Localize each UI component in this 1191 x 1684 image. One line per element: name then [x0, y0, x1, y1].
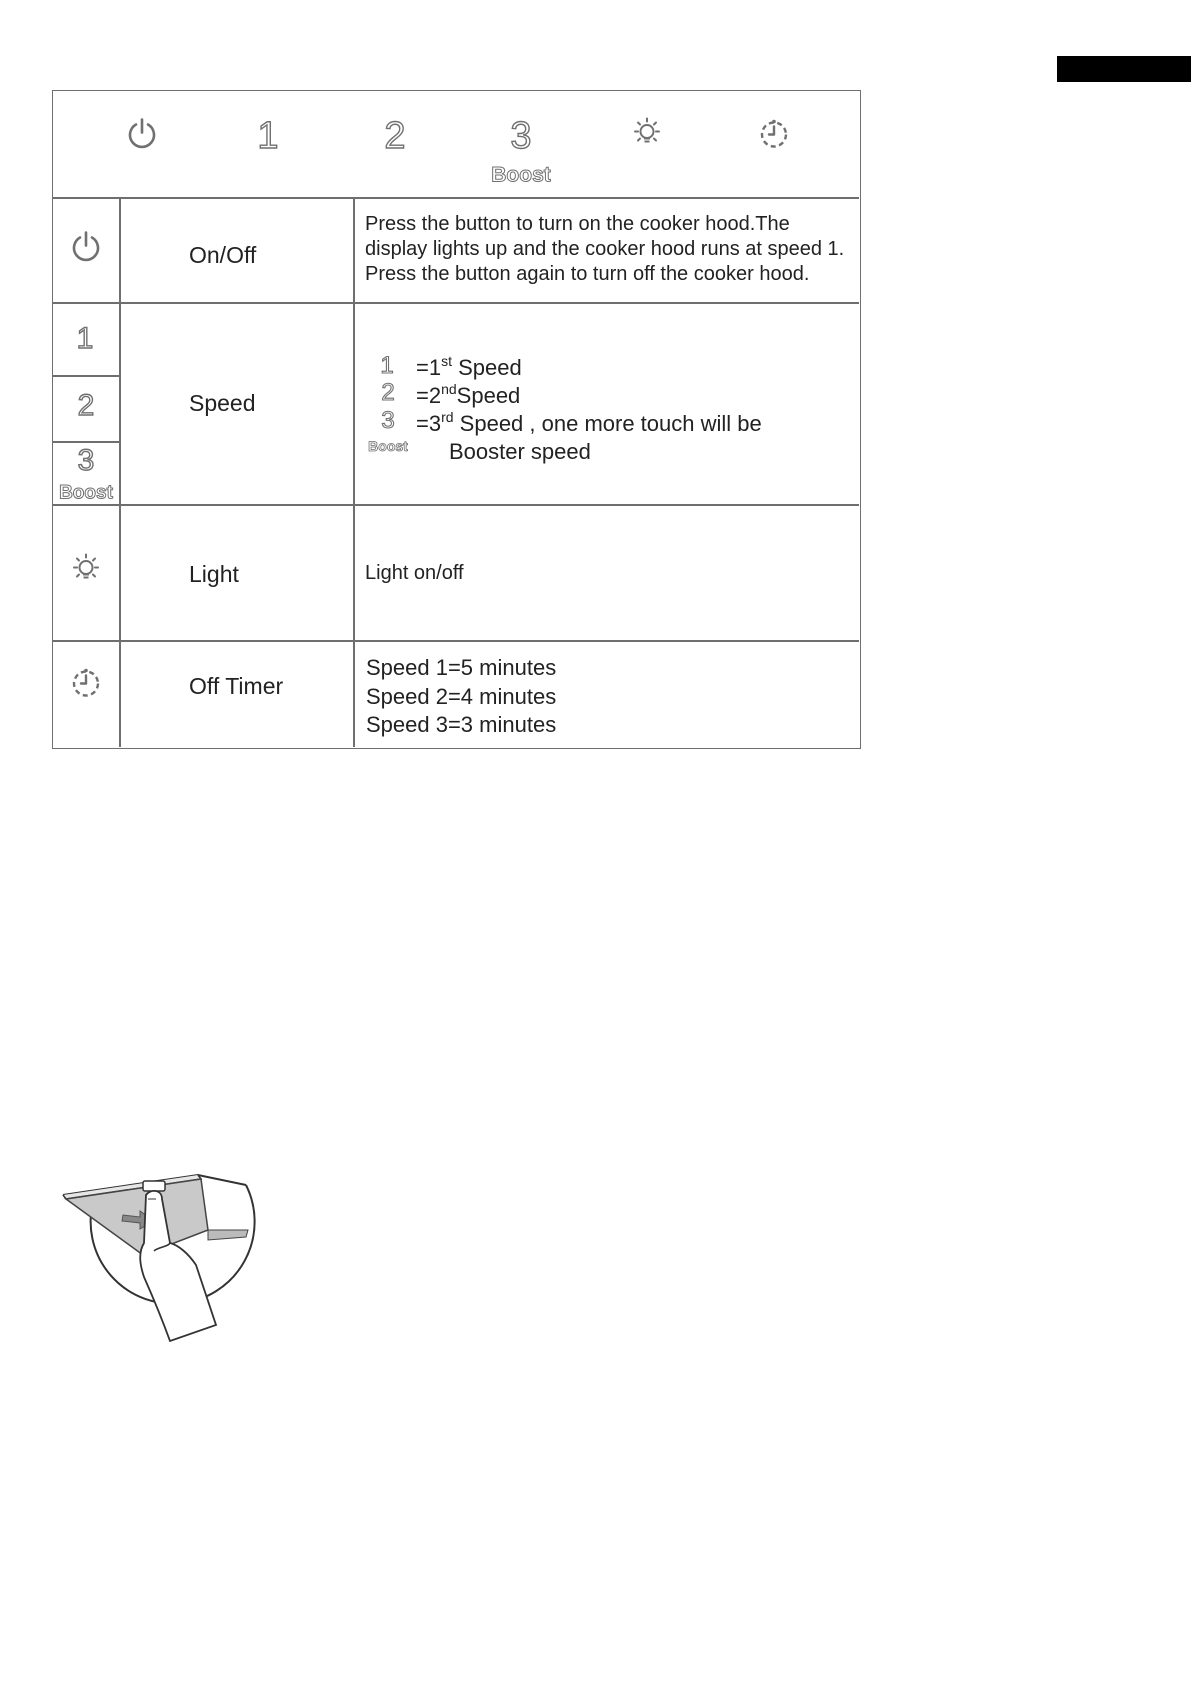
- speed-sub-divider: [53, 441, 120, 443]
- speed-1-button[interactable]: 1: [257, 115, 279, 157]
- timer-icon: [69, 666, 103, 705]
- speed-1-description: =1st Speed: [416, 353, 522, 380]
- speed-3-description: =3rd Speed , one more touch will be: [416, 409, 762, 436]
- boost-label: Boost: [491, 163, 551, 187]
- light-bulb-icon: [68, 552, 104, 593]
- booster-speed-description: Booster speed: [449, 439, 591, 464]
- row-divider: [53, 302, 859, 304]
- function-name-light: Light: [189, 561, 239, 587]
- onoff-description: Press the button to turn on the cooker hood.The display lights up and the cooker hood runs at speed 1. Press the button again to turn off the cooker hood.: [365, 213, 845, 285]
- speed-3-key: 3: [77, 444, 95, 477]
- column-divider: [353, 197, 355, 747]
- speed-3-button[interactable]: 3: [510, 115, 532, 157]
- function-name-speed: Speed: [189, 390, 256, 416]
- power-icon: [69, 230, 103, 269]
- speed-sub-divider: [53, 375, 120, 377]
- light-bulb-icon[interactable]: [629, 116, 665, 157]
- speed-2-key: 2: [77, 389, 95, 422]
- control-panel-table: [52, 90, 861, 749]
- page-corner-tab: [1057, 56, 1191, 82]
- boost-label: Boost: [59, 482, 113, 504]
- boost-glyph: Boost: [368, 438, 408, 454]
- function-name-off-timer: Off Timer: [189, 673, 284, 699]
- speed-2-description: =2ndSpeed: [416, 381, 521, 408]
- column-divider: [119, 197, 121, 747]
- timer-icon[interactable]: [757, 117, 791, 156]
- row-divider: [53, 197, 859, 199]
- row-divider: [53, 504, 859, 506]
- speed-3-glyph: 3: [381, 407, 395, 434]
- filter-removal-illustration: [58, 1155, 264, 1343]
- function-name-onoff: On/Off: [189, 242, 257, 268]
- speed-2-glyph: 2: [381, 379, 395, 406]
- light-description: Light on/off: [365, 562, 464, 584]
- speed-1-key: 1: [76, 322, 94, 355]
- power-icon[interactable]: [125, 117, 159, 156]
- row-divider: [53, 640, 859, 642]
- speed-1-glyph: 1: [380, 352, 394, 379]
- speed-2-button[interactable]: 2: [384, 115, 406, 157]
- off-timer-description: Speed 1=5 minutes Speed 2=4 minutes Speed 3=3 minutes: [366, 655, 557, 737]
